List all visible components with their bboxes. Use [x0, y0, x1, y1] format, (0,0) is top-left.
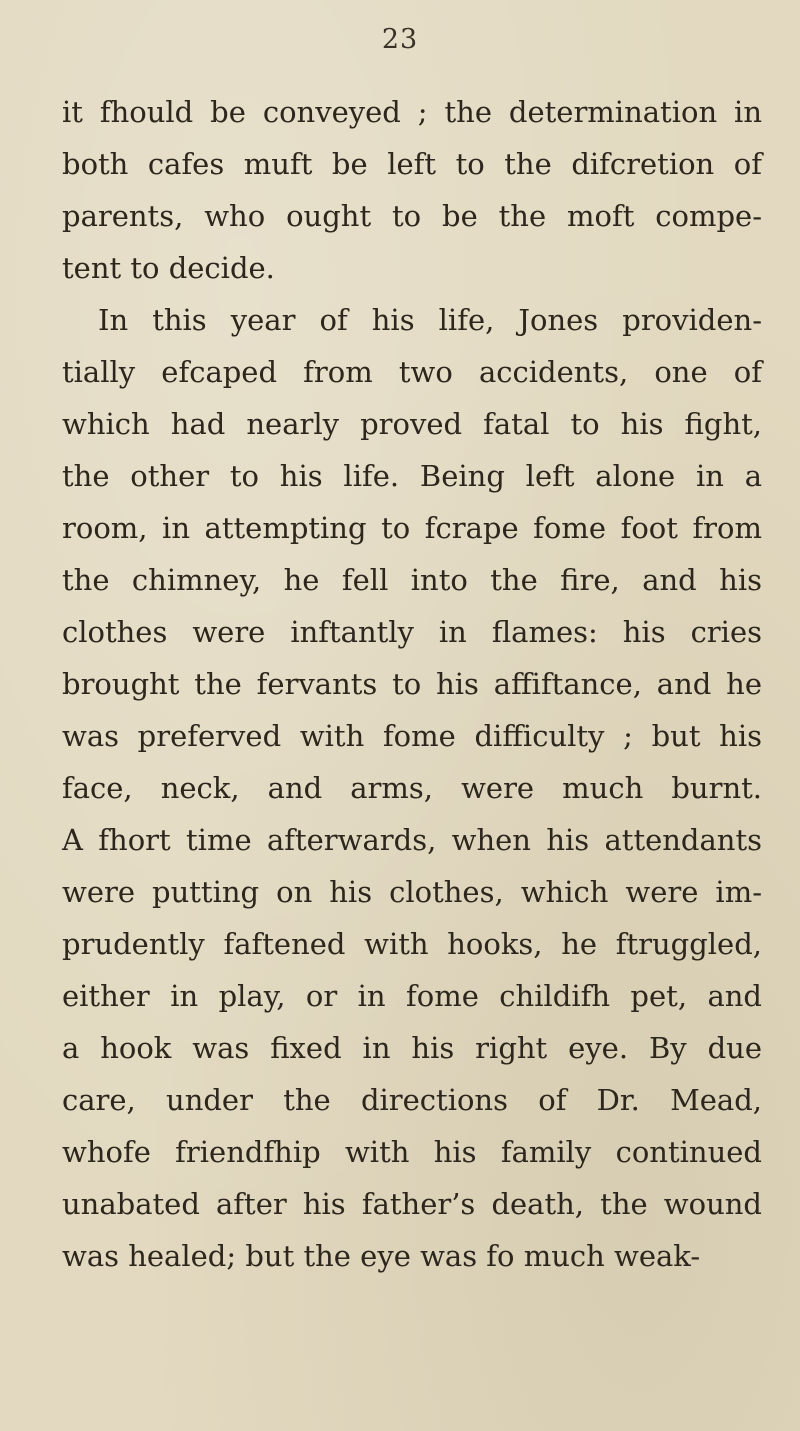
- text-line: which had nearly proved fatal to his fight,: [62, 407, 762, 441]
- text-line: the other to his life. Being left alone in a: [62, 459, 762, 493]
- text-line: the chimney, he fell into the fire, and his: [62, 563, 762, 597]
- body-text: [62, 86, 762, 1282]
- text-line: brought the fervants to his affiftance, and he: [62, 667, 762, 701]
- text-line: was healed; but the eye was fo much weak-: [62, 1239, 701, 1273]
- text-line: was preferved with fome difficulty ; but his: [62, 719, 762, 753]
- text-line: room, in attempting to fcrape fome foot from: [62, 511, 762, 545]
- text-line: parents, who ought to be the moft compe-: [62, 199, 762, 233]
- text-line: a hook was fixed in his right eye. By due: [62, 1031, 762, 1065]
- text-line: tent to decide.: [62, 251, 275, 285]
- text-line: whofe friendfhip with his family continued: [62, 1135, 762, 1169]
- text-line: it fhould be conveyed ; the determination in: [62, 95, 762, 129]
- text-line: tially efcaped from two accidents, one of: [62, 355, 762, 389]
- text-line: A fhort time afterwards, when his attendants: [62, 823, 762, 857]
- paragraph-start-line: In this year of his life, Jones providen-: [98, 303, 762, 337]
- text-line: were putting on his clothes, which were im-: [62, 875, 762, 909]
- text-line: face, neck, and arms, were much burnt.: [62, 771, 762, 805]
- text-line: unabated after his father’s death, the wound: [62, 1187, 762, 1221]
- text-line: prudently faftened with hooks, he ftruggled,: [62, 927, 762, 961]
- text-line: clothes were inftantly in flames: his cries: [62, 615, 762, 649]
- page-number: 23: [381, 24, 419, 55]
- text-line: both cafes muft be left to the difcretion of: [62, 147, 762, 181]
- text-line: either in play, or in fome childifh pet, and: [62, 979, 762, 1013]
- text-line: care, under the directions of Dr. Mead,: [62, 1083, 762, 1117]
